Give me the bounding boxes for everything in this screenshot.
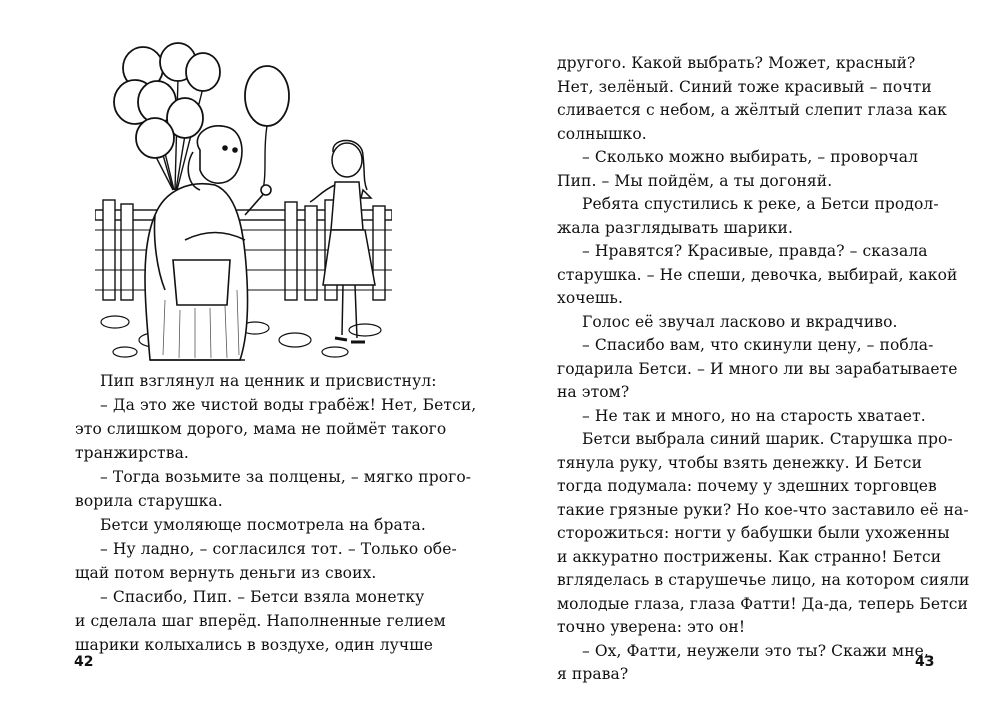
text-line: хочешь. <box>557 289 623 307</box>
text-line: шарики колыхались в воздухе, один лучше <box>75 636 434 654</box>
page-number: 42 <box>74 654 94 670</box>
text-line: жала разглядывать шарики. <box>557 218 794 237</box>
text-line: такие грязные руки? Но кое-что заставило её на- <box>557 500 969 519</box>
text-line: – Ну ладно, – согласился тот. – Только обе- <box>100 540 457 558</box>
text-line: Пип. – Мы пойдём, а ты догоняй. <box>557 171 833 190</box>
text-line: – Не так и много, но на старость хватает. <box>582 406 926 425</box>
text-line: Бетси умоляюще посмотрела на брата. <box>100 516 426 534</box>
text-line: вгляделась в старушечье лицо, на котором сияли <box>557 571 970 589</box>
text-line: я права? <box>557 665 629 683</box>
text-line: – Нравятся? Красивые, правда? – сказала <box>582 242 928 260</box>
text-line: – Спасибо вам, что скинули цену, – побла- <box>582 336 934 354</box>
text-line: – Тогда возьмите за полцены, – мягко прого- <box>100 468 472 486</box>
text-line: и сделала шаг вперёд. Наполненные гелием <box>75 612 446 630</box>
text-line: Бетси выбрала синий шарик. Старушка про- <box>582 430 953 448</box>
text-line: – Да это же чистой воды грабёж! Нет, Бетси, <box>100 396 477 414</box>
text-line: годарила Бетси. – И много ли вы зарабатываете <box>557 359 958 378</box>
text-line: – Ох, Фатти, неужели это ты? Скажи мне, <box>582 641 929 660</box>
text-line: транжирства. <box>75 444 189 462</box>
text-line: Голос её звучал ласково и вкрадчиво. <box>582 312 898 331</box>
text-line: сторожиться: ногти у бабушки были ухоженны <box>557 524 950 542</box>
text-line: это слишком дорого, мама не поймёт такого <box>75 420 447 438</box>
text-line: ворила старушка. <box>75 492 223 510</box>
left-text-block <box>75 370 477 654</box>
text-line: – Сколько можно выбирать, – проворчал <box>582 148 919 166</box>
text-line: на этом? <box>557 383 630 401</box>
text-line: старушка. – Не спеши, девочка, выбирай, какой <box>557 265 958 284</box>
text-line: и аккуратно пострижены. Как странно! Бетси <box>557 547 942 566</box>
page-number: 43 <box>915 654 935 670</box>
text-line: тянула руку, чтобы взять денежку. И Бетси <box>557 453 923 472</box>
text-line: тогда подумала: почему у здешних торговцев <box>557 477 937 495</box>
right-page <box>500 0 1000 715</box>
text-line: другого. Какой выбрать? Может, красный? <box>557 54 916 72</box>
text-line: сливается с небом, а жёлтый слепит глаза как <box>557 101 947 119</box>
text-line: молодые глаза, глаза Фатти! Да-да, теперь Бетси <box>557 594 968 613</box>
text-line: Пип взглянул на ценник и присвистнул: <box>100 372 437 390</box>
text-line: – Спасибо, Пип. – Бетси взяла монетку <box>100 588 425 606</box>
text-line: солнышко. <box>557 124 647 143</box>
text-line: щай потом вернуть деньги из своих. <box>75 564 377 582</box>
text-line: точно уверена: это он! <box>557 618 746 636</box>
illustration-balloon-seller <box>95 40 392 365</box>
text-line: Ребята спустились к реке, а Бетси продол- <box>582 195 939 213</box>
text-line: Нет, зелёный. Синий тоже красивый – почти <box>557 77 932 96</box>
